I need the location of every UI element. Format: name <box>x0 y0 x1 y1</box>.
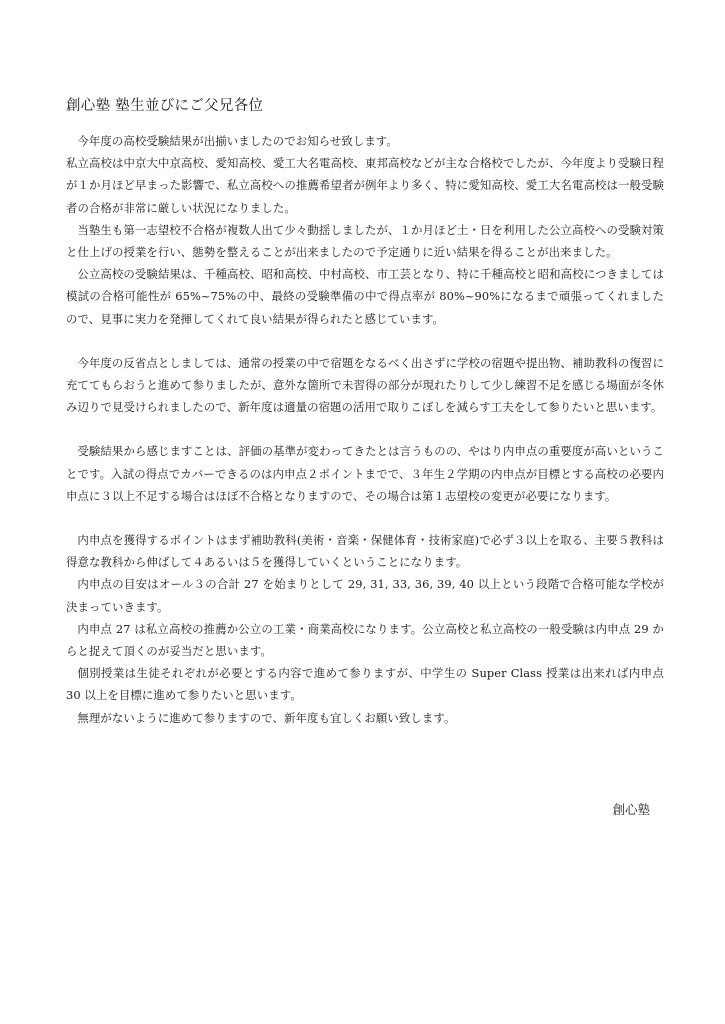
paragraph-spacer <box>66 330 664 352</box>
paragraph-spacer <box>66 507 664 529</box>
paragraph-individual-lessons: 個別授業は生徒それぞれが必要とする内容で進めて参りますが、中学生の Super Class 授業は出来れば内申点 30 以上を目標に進めて参りたいと思います。 <box>66 666 664 703</box>
letter-body <box>66 130 664 729</box>
paragraph-reflection: 今年度の反省点としましては、通常の授業の中で宿題をなるべく出さずに学校の宿題や提出物、補助教科の復習に充ててもらおうと進めて参りましたが、意外な箇所で未習得の部分が現れたりして少し練習不足を感じる場面が冬休み辺りで見受けられましたので、新年度は適量の宿題の活用で取りこぼしを減らす工夫をして参りたいと思います。 <box>66 355 664 415</box>
paragraph-private-schools: 私立高校は中京大中京高校、愛知高校、愛工大名電高校、東邦高校などが主な合格校でしたが、今年度より受験日程が１か月ほど早まった影響で、私立高校への推薦希望者が例年より多く、特に愛知高校、愛工大名電高校は一般受験者の合格が非常に厳しい状況になりました。 <box>66 156 664 215</box>
signature: 創心塾 <box>612 802 650 817</box>
paragraph-closing: 無理がないように進めて参りますので、新年度も宜しくお願い致します。 <box>77 710 456 725</box>
paragraph-spacer <box>66 418 664 440</box>
paragraph-naishin-importance: 受験結果から感じますことは、評価の基準が変わってきたとは言うものの、やはり内申点の重要度が高いということです。入試の得点でカバーできるのは内申点２ポイントまでで、３年生２学期の内申点が目標とする高校の必要内申点に３以上不足する場合はほぼ不合格となりますので、その場合は第１志望校の変更が必要になります。 <box>66 444 664 503</box>
paragraph-preparation: 当塾生も第一志望校不合格が複数人出て少々動揺しましたが、１か月ほど土・日を利用した公立高校への受験対策と仕上げの授業を行い、態勢を整えることが出来ましたので予定通りに近い結果を得ることが出来ました。 <box>66 222 664 260</box>
salutation: 創心塾 塾生並びにご父兄各位 <box>66 98 264 114</box>
paragraph-naishin-points: 内申点を獲得するポイントはまず補助教科(美術・音楽・保健体育・技術家庭)で必ず３以上を取る、主要５教科は得意な教科から伸ばして４あるいは５を獲得していくということになります。 <box>66 533 664 570</box>
paragraph-naishin-27: 内申点 27 は私立高校の推薦か公立の工業・商業高校になります。公立高校と私立高校の一般受験は内申点 29 からと捉えて頂くのが妥当だと思います。 <box>66 621 664 659</box>
paragraph-public-results: 公立高校の受験結果は、千種高校、昭和高校、中村高校、市工芸となり、特に千種高校と昭和高校につきましては模試の合格可能性が 65%~75%の中、最終の受験準備の中で得点率が 80%~90%になるまで頑張ってくれましたので、見事に実力を発揮してくれて良い結果が得られたと感じています。 <box>66 267 664 326</box>
paragraph-naishin-guide: 内申点の目安はオール３の合計 27 を始まりとして 29, 31, 33, 36, 39, 40 以上という段階で合格可能な学校が決まっていきます。 <box>66 577 664 614</box>
paragraph-announcement: 今年度の高校受験結果が出揃いましたのでお知らせ致します。 <box>77 134 398 148</box>
